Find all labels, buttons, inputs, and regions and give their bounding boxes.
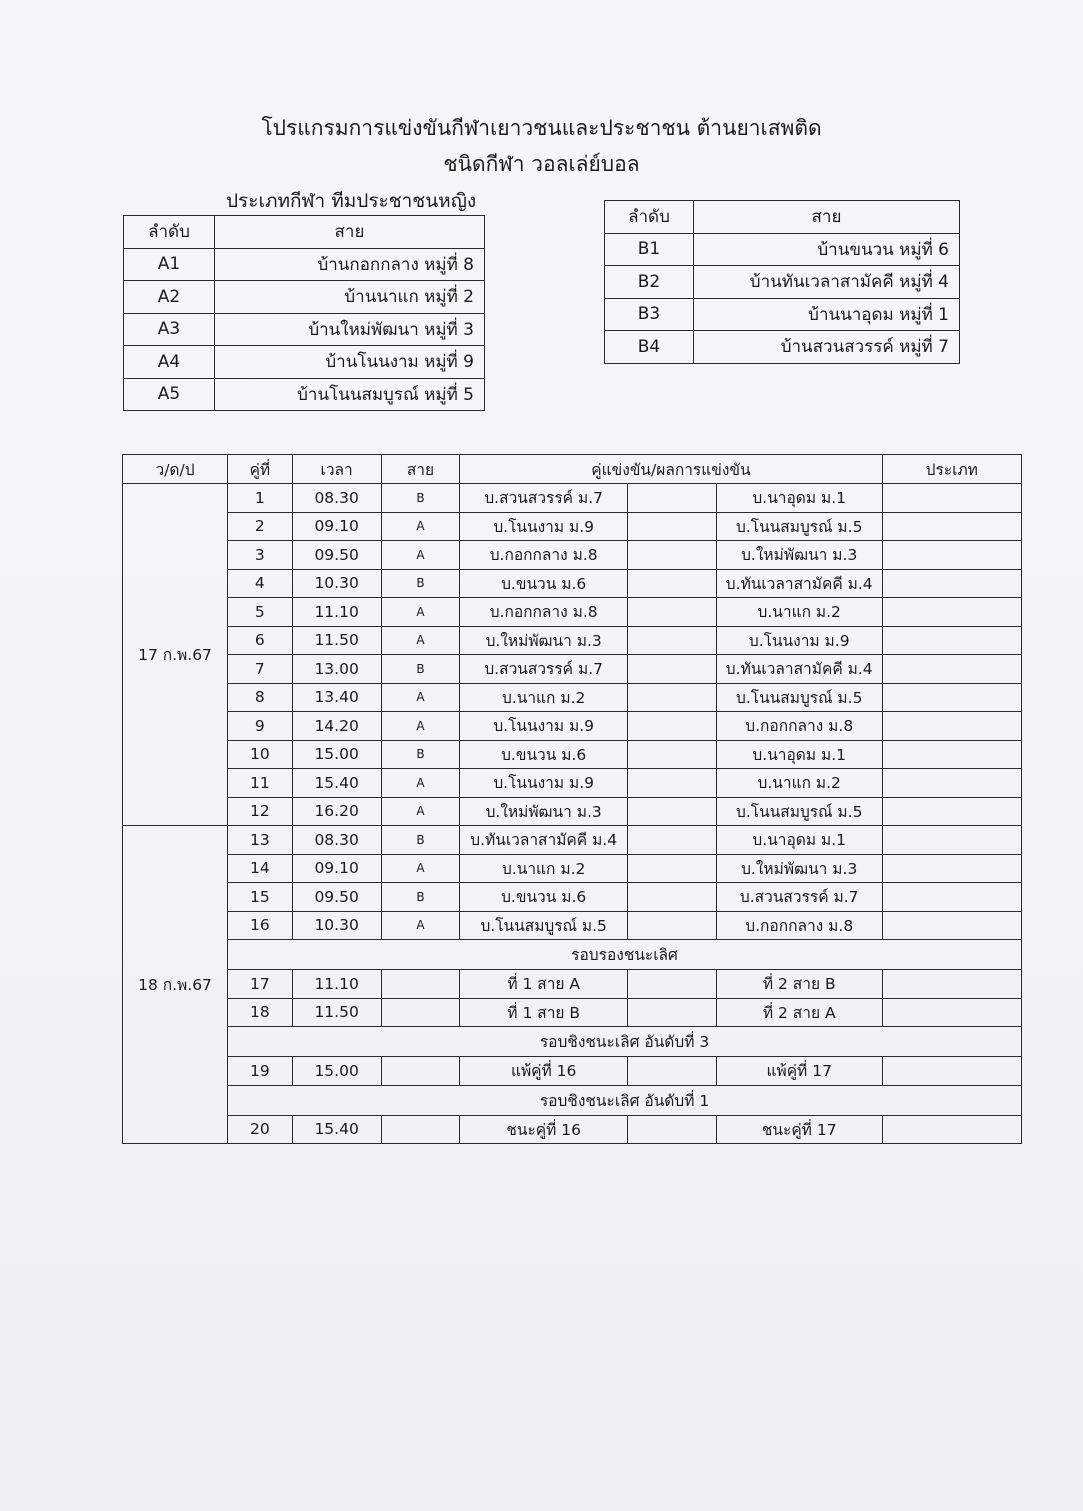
team2-cell: บ.สวนสวรรค์ ม.7 (716, 883, 882, 912)
table-row (124, 313, 485, 346)
column-header-type: ประเภท (882, 455, 1021, 484)
score-cell (628, 598, 717, 627)
match-time: 08.30 (292, 484, 381, 513)
team1-cell: แพ้คู่ที่ 16 (460, 1057, 628, 1086)
team1-cell: บ.นาแก ม.2 (460, 854, 628, 883)
match-time: 09.50 (292, 883, 381, 912)
table-row (605, 233, 960, 266)
table-row (124, 248, 485, 281)
team2-cell: บ.ใหม่พัฒนา ม.3 (716, 854, 882, 883)
type-cell (882, 712, 1021, 741)
team-name: บ้านทันเวลาสามัคคี หมู่ที่ 4 (694, 266, 960, 299)
type-cell (882, 655, 1021, 684)
team1-cell: ชนะคู่ที่ 16 (460, 1115, 628, 1144)
match-group: A (381, 769, 460, 798)
stage-row (123, 1027, 1022, 1057)
type-cell (882, 769, 1021, 798)
match-number: 16 (228, 911, 293, 940)
team-code: B4 (605, 331, 694, 364)
match-time: 11.50 (292, 626, 381, 655)
team-name: บ้านกอกกลาง หมู่ที่ 8 (215, 248, 485, 281)
type-cell (882, 911, 1021, 940)
team2-cell: บ.โนนสมบูรณ์ ม.5 (716, 512, 882, 541)
match-number: 1 (228, 484, 293, 513)
table-row (124, 281, 485, 314)
column-header-date: ว/ด/ป (123, 455, 228, 484)
team2-cell: บ.กอกกลาง ม.8 (716, 712, 882, 741)
team2-cell: บ.นาแก ม.2 (716, 769, 882, 798)
type-cell (882, 569, 1021, 598)
team1-cell: บ.ขนวน ม.6 (460, 883, 628, 912)
match-group: A (381, 911, 460, 940)
score-cell (628, 1115, 717, 1144)
score-cell (628, 826, 717, 855)
table-row (123, 1115, 1022, 1144)
score-cell (628, 1057, 717, 1086)
type-cell (882, 854, 1021, 883)
match-group: B (381, 740, 460, 769)
match-number: 3 (228, 541, 293, 570)
match-time: 11.10 (292, 598, 381, 627)
match-time: 15.40 (292, 1115, 381, 1144)
table-row (605, 298, 960, 331)
table-row (123, 512, 1022, 541)
team-code: B1 (605, 233, 694, 266)
score-cell (628, 484, 717, 513)
team1-cell: ที่ 1 สาย A (460, 970, 628, 999)
match-group: B (381, 883, 460, 912)
team2-cell: บ.กอกกลาง ม.8 (716, 911, 882, 940)
type-cell (882, 883, 1021, 912)
match-group: A (381, 683, 460, 712)
team1-cell: บ.สวนสวรรค์ ม.7 (460, 655, 628, 684)
team1-cell: บ.โนนงาม ม.9 (460, 712, 628, 741)
semifinal-label: รอบรองชนะเลิศ (228, 940, 1022, 970)
team-code: A1 (124, 248, 215, 281)
match-number: 11 (228, 769, 293, 798)
table-row (605, 266, 960, 299)
table-row (123, 655, 1022, 684)
table-row (124, 378, 485, 411)
team1-cell: บ.นาแก ม.2 (460, 683, 628, 712)
score-cell (628, 569, 717, 598)
match-time: 13.40 (292, 683, 381, 712)
match-group (381, 1115, 460, 1144)
type-cell (882, 826, 1021, 855)
team2-cell: บ.ใหม่พัฒนา ม.3 (716, 541, 882, 570)
match-time: 08.30 (292, 826, 381, 855)
type-cell (882, 1057, 1021, 1086)
column-header: สาย (215, 216, 485, 249)
team2-cell: ที่ 2 สาย B (716, 970, 882, 999)
team-name: บ้านโนนสมบูรณ์ หมู่ที่ 5 (215, 378, 485, 411)
match-group: A (381, 712, 460, 741)
team1-cell: บ.โนนงาม ม.9 (460, 512, 628, 541)
team2-cell: ชนะคู่ที่ 17 (716, 1115, 882, 1144)
date-cell: 18 ก.พ.67 (123, 826, 228, 1144)
type-cell (882, 1115, 1021, 1144)
group-b-table (604, 200, 960, 364)
score-cell (628, 626, 717, 655)
match-group: A (381, 626, 460, 655)
match-time: 16.20 (292, 797, 381, 826)
team-code: A2 (124, 281, 215, 314)
table-header-row (123, 455, 1022, 484)
match-group: B (381, 484, 460, 513)
match-time: 13.00 (292, 655, 381, 684)
match-number: 5 (228, 598, 293, 627)
match-group: A (381, 854, 460, 883)
team-name: บ้านใหม่พัฒนา หมู่ที่ 3 (215, 313, 485, 346)
match-time: 10.30 (292, 911, 381, 940)
match-time: 15.00 (292, 740, 381, 769)
table-row (123, 911, 1022, 940)
table-row (123, 740, 1022, 769)
match-number: 4 (228, 569, 293, 598)
schedule-table (122, 454, 1022, 1144)
final-label: รอบชิงชนะเลิศ อันดับที่ 1 (228, 1085, 1022, 1115)
team-name: บ้านนาอุดม หมู่ที่ 1 (694, 298, 960, 331)
table-row (123, 1057, 1022, 1086)
score-cell (628, 883, 717, 912)
table-row (605, 331, 960, 364)
score-cell (628, 769, 717, 798)
match-number: 10 (228, 740, 293, 769)
match-number: 17 (228, 970, 293, 999)
type-cell (882, 541, 1021, 570)
table-row (123, 598, 1022, 627)
table-row (123, 797, 1022, 826)
match-time: 15.00 (292, 1057, 381, 1086)
stage-row (123, 940, 1022, 970)
team-code: A4 (124, 346, 215, 379)
table-row (123, 883, 1022, 912)
score-cell (628, 740, 717, 769)
type-cell (882, 797, 1021, 826)
team1-cell: บ.ทันเวลาสามัคคี ม.4 (460, 826, 628, 855)
team1-cell: บ.ใหม่พัฒนา ม.3 (460, 626, 628, 655)
match-number: 15 (228, 883, 293, 912)
team1-cell: ที่ 1 สาย B (460, 998, 628, 1027)
match-group: A (381, 797, 460, 826)
team-code: A5 (124, 378, 215, 411)
table-row (124, 346, 485, 379)
match-number: 9 (228, 712, 293, 741)
table-row (123, 569, 1022, 598)
match-group: A (381, 512, 460, 541)
match-number: 2 (228, 512, 293, 541)
team-name: บ้านสวนสวรรค์ หมู่ที่ 7 (694, 331, 960, 364)
team-code: A3 (124, 313, 215, 346)
type-cell (882, 484, 1021, 513)
team2-cell: บ.นาแก ม.2 (716, 598, 882, 627)
table-header-row (124, 216, 485, 249)
team2-cell: บ.ทันเวลาสามัคคี ม.4 (716, 655, 882, 684)
team-name: บ้านขนวน หมู่ที่ 6 (694, 233, 960, 266)
type-cell (882, 970, 1021, 999)
match-number: 7 (228, 655, 293, 684)
match-group (381, 970, 460, 999)
type-cell (882, 683, 1021, 712)
match-time: 11.10 (292, 970, 381, 999)
third-place-label: รอบชิงชนะเลิศ อันดับที่ 3 (228, 1027, 1022, 1057)
document-title: โปรแกรมการแข่งขันกีฬาเยาวชนและประชาชน ต้านยาเสพติด (261, 116, 822, 140)
score-cell (628, 512, 717, 541)
team1-cell: บ.ขนวน ม.6 (460, 569, 628, 598)
score-cell (628, 712, 717, 741)
match-group: B (381, 569, 460, 598)
team1-cell: บ.โนนงาม ม.9 (460, 769, 628, 798)
table-row (123, 826, 1022, 855)
column-header-time: เวลา (292, 455, 381, 484)
team2-cell: บ.นาอุดม ม.1 (716, 484, 882, 513)
match-time: 10.30 (292, 569, 381, 598)
column-header: ลำดับ (124, 216, 215, 249)
match-time: 09.10 (292, 512, 381, 541)
column-header: ลำดับ (605, 201, 694, 234)
team-name: บ้านนาแก หมู่ที่ 2 (215, 281, 485, 314)
match-time: 09.10 (292, 854, 381, 883)
table-header-row (605, 201, 960, 234)
match-number: 8 (228, 683, 293, 712)
table-row (123, 769, 1022, 798)
team2-cell: ที่ 2 สาย A (716, 998, 882, 1027)
score-cell (628, 970, 717, 999)
match-group: A (381, 541, 460, 570)
table-row (123, 484, 1022, 513)
match-number: 18 (228, 998, 293, 1027)
table-row (123, 626, 1022, 655)
match-group: B (381, 655, 460, 684)
type-cell (882, 740, 1021, 769)
team1-cell: บ.กอกกลาง ม.8 (460, 598, 628, 627)
type-cell (882, 626, 1021, 655)
type-cell (882, 512, 1021, 541)
date-cell: 17 ก.พ.67 (123, 484, 228, 826)
match-group (381, 998, 460, 1027)
match-group: A (381, 598, 460, 627)
match-time: 14.20 (292, 712, 381, 741)
table-row (123, 970, 1022, 999)
match-number: 12 (228, 797, 293, 826)
group-a-table (123, 215, 485, 411)
score-cell (628, 911, 717, 940)
team-code: B3 (605, 298, 694, 331)
column-header-match: คู่ที่ (228, 455, 293, 484)
stage-row (123, 1085, 1022, 1115)
team2-cell: บ.ทันเวลาสามัคคี ม.4 (716, 569, 882, 598)
type-cell (882, 998, 1021, 1027)
match-number: 6 (228, 626, 293, 655)
score-cell (628, 655, 717, 684)
table-row (123, 683, 1022, 712)
table-row (123, 998, 1022, 1027)
table-row (123, 712, 1022, 741)
team2-cell: แพ้คู่ที่ 17 (716, 1057, 882, 1086)
match-time: 15.40 (292, 769, 381, 798)
match-number: 20 (228, 1115, 293, 1144)
score-cell (628, 998, 717, 1027)
score-cell (628, 797, 717, 826)
table-row (123, 541, 1022, 570)
team1-cell: บ.ขนวน ม.6 (460, 740, 628, 769)
sport-title: ชนิดกีฬา วอลเล่ย์บอล (443, 152, 640, 176)
column-header-group: สาย (381, 455, 460, 484)
category-title: ประเภทกีฬา ทีมประชาชนหญิง (226, 190, 477, 212)
team1-cell: บ.โนนสมบูรณ์ ม.5 (460, 911, 628, 940)
team-name: บ้านโนนงาม หมู่ที่ 9 (215, 346, 485, 379)
match-number: 14 (228, 854, 293, 883)
score-cell (628, 541, 717, 570)
team2-cell: บ.นาอุดม ม.1 (716, 740, 882, 769)
team2-cell: บ.โนนงาม ม.9 (716, 626, 882, 655)
table-row (123, 854, 1022, 883)
match-group (381, 1057, 460, 1086)
team1-cell: บ.ใหม่พัฒนา ม.3 (460, 797, 628, 826)
column-header: สาย (694, 201, 960, 234)
match-time: 09.50 (292, 541, 381, 570)
match-number: 19 (228, 1057, 293, 1086)
column-header-teams: คู่แข่งขัน/ผลการแข่งขัน (460, 455, 882, 484)
team1-cell: บ.สวนสวรรค์ ม.7 (460, 484, 628, 513)
score-cell (628, 683, 717, 712)
type-cell (882, 598, 1021, 627)
team1-cell: บ.กอกกลาง ม.8 (460, 541, 628, 570)
team2-cell: บ.นาอุดม ม.1 (716, 826, 882, 855)
team2-cell: บ.โนนสมบูรณ์ ม.5 (716, 797, 882, 826)
match-number: 13 (228, 826, 293, 855)
team-code: B2 (605, 266, 694, 299)
score-cell (628, 854, 717, 883)
match-time: 11.50 (292, 998, 381, 1027)
team2-cell: บ.โนนสมบูรณ์ ม.5 (716, 683, 882, 712)
match-group: B (381, 826, 460, 855)
